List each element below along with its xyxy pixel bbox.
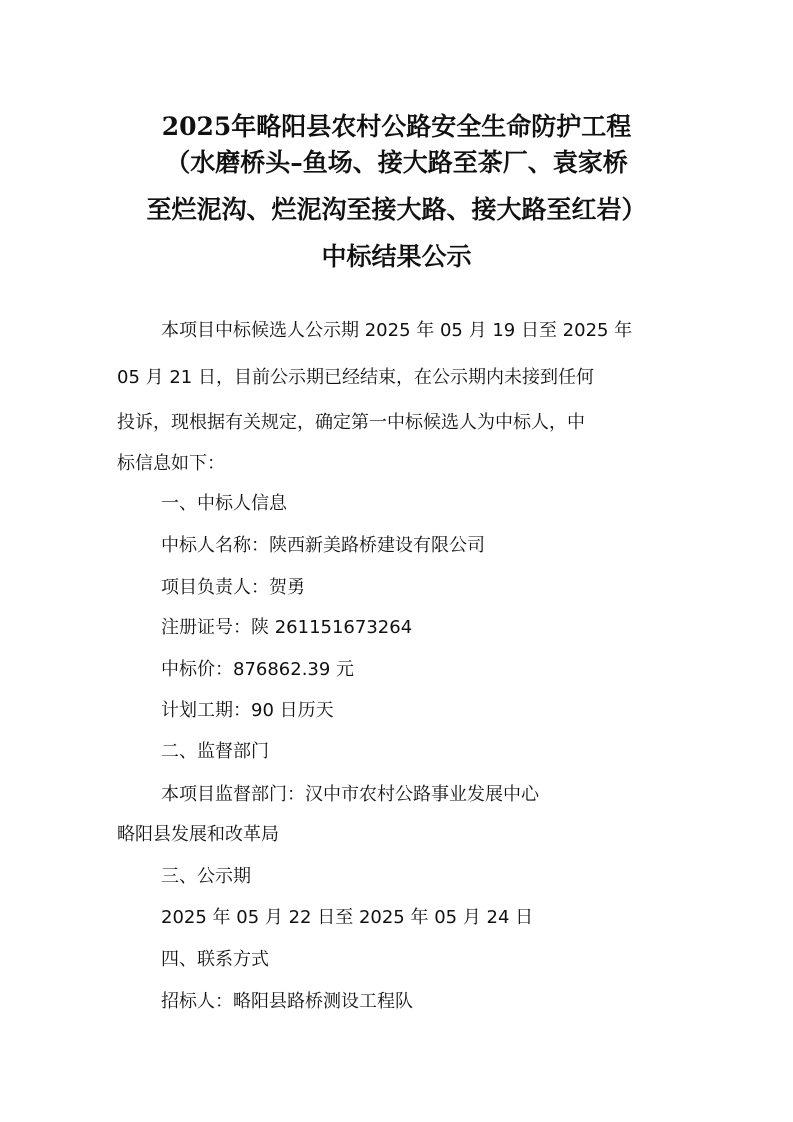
intro-line-1: 本项目中标候选人公示期 2025 年 05 月 19 日至 2025 年: [161, 320, 633, 341]
planned-duration: 计划工期：90 日历天: [161, 700, 334, 721]
section-4-heading: 四、联系方式: [161, 949, 269, 970]
section-1-heading: 一、中标人信息: [161, 493, 287, 514]
project-manager: 项目负责人：贺勇: [161, 577, 305, 598]
supervisor-line-1: 本项目监督部门：汉中市农村公路事业发展中心: [161, 784, 539, 805]
winning-price: 中标价：876862.39 元: [161, 659, 355, 680]
supervisor-line-2: 略阳县发展和改革局: [117, 824, 279, 845]
section-3-heading: 三、公示期: [161, 866, 251, 887]
intro-line-2: 05 月 21 日，目前公示期已经结束，在公示期内未接到任何: [117, 367, 594, 388]
tenderer: 招标人：略阳县路桥测设工程队: [161, 991, 413, 1012]
title-line-4: 中标结果公示: [321, 242, 472, 271]
publicity-period: 2025 年 05 月 22 日至 2025 年 05 月 24 日: [161, 907, 534, 928]
winner-name: 中标人名称：陕西新美路桥建设有限公司: [161, 535, 485, 556]
registration-number: 注册证号：陕 261151673264: [161, 617, 413, 638]
intro-line-4: 标信息如下：: [117, 453, 225, 474]
section-2-heading: 二、监督部门: [161, 741, 269, 762]
title-line-2: （水磨桥头–鱼场、接大路至茶厂、袁家桥: [165, 148, 628, 177]
title-line-3: 至烂泥沟、烂泥沟至接大路、接大路至红岩）: [146, 195, 647, 224]
title-line-1: 2025年略阳县农村公路安全生命防护工程: [161, 112, 632, 141]
intro-line-3: 投诉，现根据有关规定，确定第一中标候选人为中标人，中: [117, 412, 585, 433]
